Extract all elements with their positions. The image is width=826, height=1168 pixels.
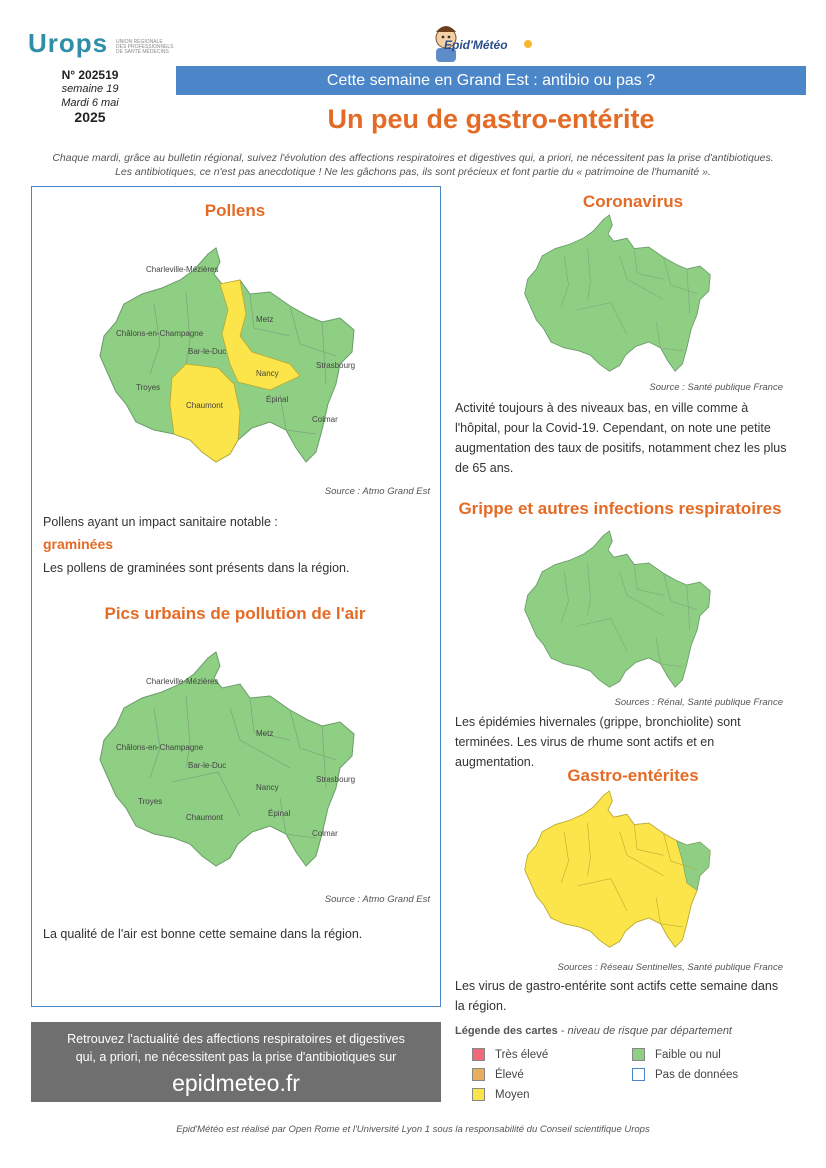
legend-swatch	[632, 1048, 645, 1061]
map-label: Metz	[256, 315, 274, 324]
epidmeteo-logo	[428, 14, 538, 64]
coronavirus-title: Coronavirus	[582, 192, 684, 211]
map-label: Châlons-en-Champagne	[116, 329, 204, 338]
legend-swatch	[472, 1048, 485, 1061]
map-label: Strasbourg	[316, 775, 356, 784]
grippe-source: Sources : Rénal, Santé publique France	[614, 697, 783, 708]
issue-week: semaine 19	[61, 83, 119, 95]
intro-line-1: Chaque mardi, grâce au bulletin régional, suivez l'évolution des affections respiratoires et digestives qui, a priori, ne nécessitent pas la prise d'antibiotiques.	[52, 152, 774, 164]
footer: Epid'Météo est réalisé par Open Rome et l'Université Lyon 1 sous la responsabilité du Conseil scientifique Urops	[176, 1124, 650, 1135]
map-label: Metz	[256, 729, 274, 738]
map-label: Nancy	[256, 783, 279, 792]
legend-swatch	[472, 1068, 485, 1081]
legend-item-eleve: Élevé	[472, 1068, 524, 1081]
banner: Cette semaine en Grand Est : antibio ou pas ?	[176, 66, 806, 95]
issue-date: Mardi 6 mai	[61, 97, 119, 109]
grippe-title: Grippe et autres infections respiratoires	[458, 499, 782, 518]
legend-item-moyen: Moyen	[472, 1088, 530, 1101]
map-label: Bar-le-Duc	[188, 761, 227, 770]
promo-box	[31, 1022, 441, 1102]
promo-line-2: qui, a priori, ne nécessitent pas la prise d'antibiotiques sur	[75, 1050, 397, 1064]
map-label: Troyes	[136, 383, 161, 392]
map-label: Troyes	[138, 797, 163, 806]
brand-name: Epid'Météo	[444, 38, 508, 52]
map-label: Chaumont	[186, 813, 223, 822]
issue-info	[40, 68, 140, 124]
coronavirus-source: Source : Santé publique France	[649, 382, 783, 393]
gastro-source: Sources : Réseau Sentinelles, Santé publique France	[557, 962, 783, 973]
pollution-title: Pics urbains de pollution de l'air	[104, 604, 366, 623]
map-label: Épinal	[266, 395, 289, 404]
pollens-allergen: graminées	[43, 536, 114, 552]
headline: Un peu de gastro-entérite	[327, 104, 655, 134]
pollens-intro: Pollens ayant un impact sanitaire notable :	[43, 515, 278, 529]
legend-swatch	[632, 1068, 645, 1081]
legend-swatch	[472, 1088, 485, 1101]
promo-line-1: Retrouvez l'actualité des affections respiratoires et digestives	[67, 1032, 405, 1046]
gastro-text: Les virus de gastro-entérite sont actifs cette semaine dans la région.	[455, 979, 779, 1013]
legend-item-pas-de-donnees: Pas de données	[632, 1068, 738, 1081]
map-label: Bar-le-Duc	[188, 347, 227, 356]
intro	[20, 151, 806, 179]
pollens-title: Pollens	[204, 201, 266, 220]
map-label: Chaumont	[186, 401, 223, 410]
map-label: Charleville-Mézières	[146, 265, 219, 274]
legend-item-tres-eleve: Très élevé	[472, 1048, 548, 1061]
coronavirus-map	[516, 212, 716, 380]
map-label: Châlons-en-Champagne	[116, 743, 204, 752]
grippe-text: Les épidémies hivernales (grippe, bronchiolite) sont terminées. Les virus de rhume sont actifs et en augmentation.	[455, 715, 741, 769]
intro-line-2: Les antibiotiques, ce n'est pas anecdotique ! Ne les gâchons pas, ils sont précieux et font partie du « patrimoine de l'humanité ».	[115, 166, 711, 178]
pollution-text: La qualité de l'air est bonne cette semaine dans la région.	[43, 927, 363, 941]
urops-logo	[28, 28, 178, 62]
urops-tagline: UNION RÉGIONALE DES PROFESSIONNELS DE SANTÉ MÉDECINS	[116, 39, 174, 55]
map-label: Charleville-Mézières	[146, 677, 219, 686]
pollens-source: Source : Atmo Grand Est	[324, 486, 430, 497]
promo-site-link[interactable]: epidmeteo.fr	[172, 1070, 300, 1096]
pollution-map	[90, 648, 360, 878]
gastro-title: Gastro-entérites	[567, 766, 699, 785]
map-label: Épinal	[268, 809, 291, 818]
legend-title: Légende des cartes - niveau de risque par département	[455, 1025, 732, 1037]
urops-logo-text: Urops	[28, 28, 109, 58]
coronavirus-text: Activité toujours à des niveaux bas, en ville comme à l'hôpital, pour la Covid-19. Cependant, on note une petite augmentation des taux de positifs, notamment chez les plus de 65 ans.	[455, 401, 787, 475]
gastro-map	[516, 788, 716, 956]
legend-item-faible: Faible ou nul	[632, 1048, 721, 1061]
map-label: Nancy	[256, 369, 279, 378]
issue-number: N° 202519	[61, 68, 119, 82]
map-label: Strasbourg	[316, 361, 356, 370]
map-label: Colmar	[312, 829, 338, 838]
grippe-map	[516, 528, 716, 696]
pollens-map	[90, 244, 360, 474]
pollens-text: Les pollens de graminées sont présents dans la région.	[43, 561, 350, 575]
issue-year: 2025	[74, 109, 106, 125]
map-label: Colmar	[312, 415, 338, 424]
pollution-source: Source : Atmo Grand Est	[324, 894, 430, 905]
